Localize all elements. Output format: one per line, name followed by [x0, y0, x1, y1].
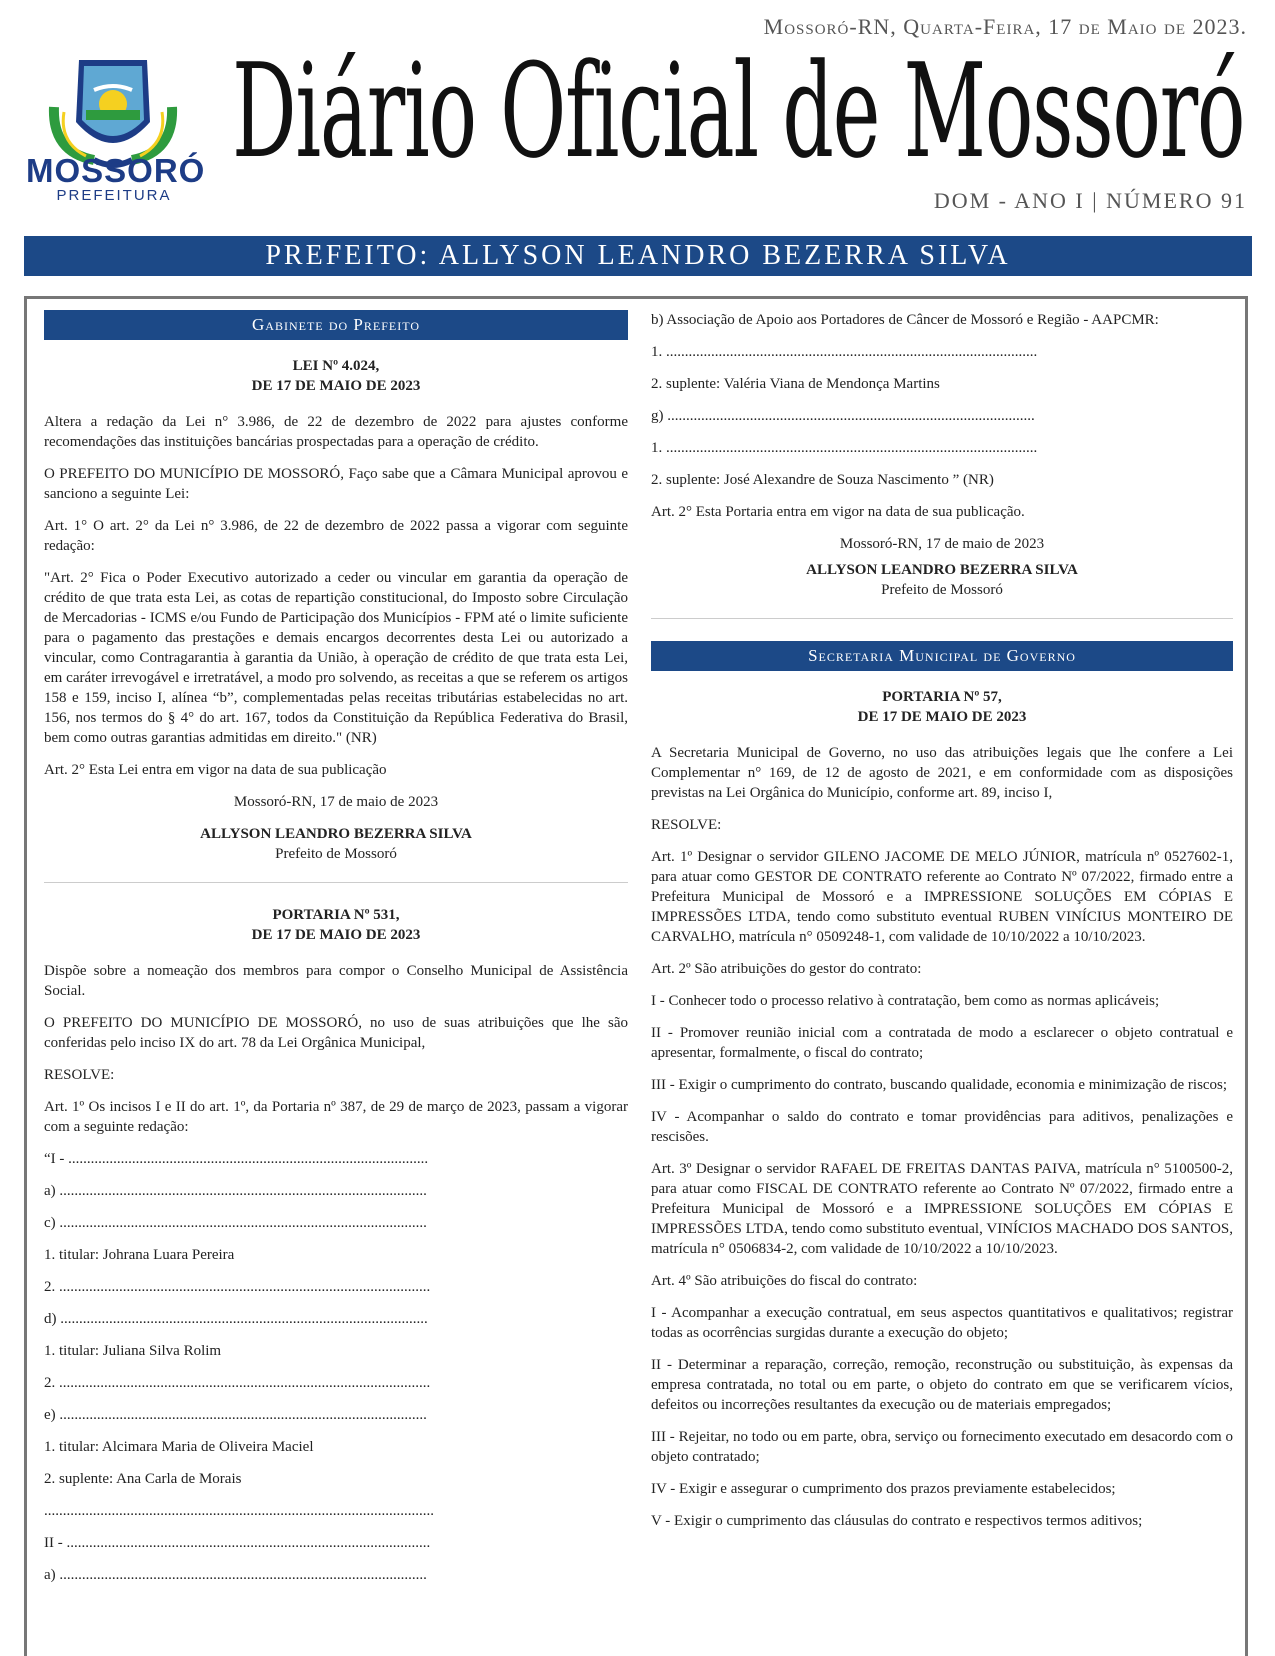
portaria-531-summary: Dispõe sobre a nomeação dos membros para compor o Conselho Municipal de Assistência Social. — [44, 963, 628, 999]
lei-art1: Art. 1° O art. 2° da Lei n° 3.986, de 22 de dezembro de 2022 passa a vigorar com seguinte redação: — [44, 518, 628, 554]
section-header-governo: Secretaria Municipal de Governo — [651, 641, 1233, 671]
list-item: II - ................................................................................................. — [44, 1535, 431, 1551]
list-item: d) .................................................................................................. — [44, 1311, 428, 1327]
portaria-57-number: PORTARIA Nº 57, — [882, 689, 1002, 705]
list-item: 1. titular: Juliana Silva Rolim — [44, 1343, 222, 1359]
list-item: 1. titular: Johrana Luara Pereira — [44, 1247, 235, 1263]
lei-signature-name: ALLYSON LEANDRO BEZERRA SILVA — [200, 826, 472, 842]
publication-date: Mossoró-RN, Quarta-Feira, 17 de Maio de 2023. — [763, 14, 1247, 39]
paragraph: I - Conhecer todo o processo relativo à contratação, bem como as normas aplicáveis; — [651, 993, 1160, 1009]
lei-summary: Altera a redação da Lei n° 3.986, de 22 de dezembro de 2022 para ajustes conforme recomendações das instituições bancárias prospectadas para a operação de crédito. — [44, 414, 628, 450]
list-item: 2. ................................................................................................... — [44, 1279, 431, 1295]
lei-preamble: O PREFEITO DO MUNICÍPIO DE MOSSORÓ, Faço sabe que a Câmara Municipal aprovou e sanciono a seguinte Lei: — [44, 466, 628, 502]
mayor-banner: PREFEITO: ALLYSON LEANDRO BEZERRA SILVA — [24, 236, 1252, 276]
portaria-531-number: PORTARIA Nº 531, — [272, 907, 400, 923]
portaria-57-date: DE 17 DE MAIO DE 2023 — [857, 709, 1027, 725]
list-item: 1. ................................................................................................... — [651, 344, 1038, 360]
portaria-531-art1: Art. 1º Os incisos I e II do art. 1º, da Portaria nº 387, de 29 de março de 2023, passam a vigorar com a seguinte redação: — [44, 1099, 628, 1135]
paragraph: Art. 3º Designar o servidor RAFAEL DE FREITAS DANTAS PAIVA, matrícula n° 5100500-2, para atuar como FISCAL DE CONTRATO referente ao Contrato Nº 07/2022, firmado entre a Prefeitura Municipal de Mossoró e a IMPRESSIONE SOLUÇÕES EM CÓPIAS E IMPRESSÕES LTDA, tendo como substituto eventual, VINÍCIOS MACHADO DOS SANTOS, matrícula n° 0506834-2, com validade de 10/10/2022 a 10/10/2023. — [651, 1161, 1233, 1257]
section-header-gabinete: Gabinete do Prefeito — [44, 310, 628, 340]
list-item: 2. suplente: Valéria Viana de Mendonça Martins — [651, 376, 940, 392]
portaria-531-place-date: Mossoró-RN, 17 de maio de 2023 — [839, 536, 1045, 552]
list-item: a) .................................................................................................. — [44, 1183, 427, 1199]
portaria-531-date: DE 17 DE MAIO DE 2023 — [251, 927, 421, 943]
paragraph: RESOLVE: — [651, 817, 722, 833]
right-column — [651, 310, 1233, 1543]
paragraph: IV - Acompanhar o saldo do contrato e tomar providências para aditivos, penalizações e rescisões. — [651, 1109, 1233, 1145]
lei-title-number: LEI Nº 4.024, — [292, 358, 380, 374]
list-item: b) Associação de Apoio aos Portadores de Câncer de Mossoró e Região - AAPCMR: — [651, 312, 1159, 328]
portaria-531-art2: Art. 2° Esta Portaria entra em vigor na data de sua publicação. — [651, 504, 1025, 520]
portaria-531-preamble: O PREFEITO DO MUNICÍPIO DE MOSSORÓ, no uso de suas atribuições que lhe são conferidas pelo inciso IX do art. 78 da Lei Orgânica Municipal, — [44, 1015, 628, 1051]
list-item: a) .................................................................................................. — [44, 1567, 427, 1583]
paragraph: III - Rejeitar, no todo ou em parte, obra, serviço ou fornecimento executado em desacordo com o objeto contratado; — [651, 1429, 1233, 1465]
logo-subtitle: PREFEITURA — [56, 187, 172, 204]
portaria-531-resolve: RESOLVE: — [44, 1067, 115, 1083]
paragraph: II - Determinar a reparação, correção, remoção, reconstrução ou substituição, às expensas da empresa contratada, no total ou em parte, o objeto do contrato em que se verificarem vícios, defeitos ou incorreções resultantes da execução ou de materiais empregados; — [651, 1357, 1233, 1413]
paragraph: Art. 2º São atribuições do gestor do contrato: — [651, 961, 922, 977]
portaria-531-title — [44, 905, 628, 945]
divider — [651, 618, 1233, 619]
paragraph: IV - Exigir e assegurar o cumprimento dos prazos previamente estabelecidos; — [651, 1481, 1116, 1497]
list-item: 2. suplente: José Alexandre de Souza Nascimento ” (NR) — [651, 472, 994, 488]
portaria-531-signature-name: ALLYSON LEANDRO BEZERRA SILVA — [806, 562, 1078, 578]
paragraph: III - Exigir o cumprimento do contrato, buscando qualidade, economia e minimização de riscos; — [651, 1077, 1228, 1093]
list-item: 2. suplente: Ana Carla de Morais — [44, 1471, 242, 1487]
logo-name: MOSSORÓ — [26, 152, 206, 189]
portaria-531-signature-role: Prefeito de Mossoró — [881, 582, 1003, 598]
left-column — [44, 310, 628, 1597]
lei-art2: Art. 2° Esta Lei entra em vigor na data de sua publicação — [44, 762, 387, 778]
list-item: “I - ................................................................................................ — [44, 1151, 429, 1167]
list-item: g) .................................................................................................. — [651, 408, 1035, 424]
lei-art2-quote: "Art. 2° Fica o Poder Executivo autorizado a ceder ou vincular em garantia da operação de crédito de que trata esta Lei, as cotas de repartição constitucional, do Imposto sobre Circulação de Mercadorias - ICMS e/ou Fundo de Participação dos Municípios - FPM até o limite suficiente para o pagamento das prestações e demais encargos decorrentes desta Lei ou autorizado a vincular, como Contragarantia à garantia da União, à operação de crédito de que trata esta Lei, em caráter irrevogável e irretratável, a modo pro solvendo, as receitas a que se referem os artigos 158 e 159, inciso I, alínea “b”, complementadas pelas receitas tributárias estabelecidas no art. 156, nos termos do § 4° do art. 167, todos da Constituição da República Federativa do Brasil, bem como outras garantias admitidas em direito." (NR) — [44, 570, 628, 746]
list-item: 1. titular: Alcimara Maria de Oliveira Maciel — [44, 1439, 314, 1455]
lei-place-date: Mossoró-RN, 17 de maio de 2023 — [233, 794, 439, 810]
list-item: 2. ................................................................................................... — [44, 1375, 431, 1391]
list-item: c) .................................................................................................. — [44, 1215, 427, 1231]
paragraph: V - Exigir o cumprimento das cláusulas do contrato e respectivos termos aditivos; — [651, 1513, 1143, 1529]
lei-signature-role: Prefeito de Mossoró — [275, 846, 397, 862]
lei-title-date: DE 17 DE MAIO DE 2023 — [251, 378, 421, 394]
lei-title — [44, 356, 628, 396]
paragraph: I - Acompanhar a execução contratual, em seus aspectos quantitativos e qualitativos; registrar todas as ocorrências surgidas durante a execução do objeto; — [651, 1305, 1233, 1341]
paragraph: Art. 4º São atribuições do fiscal do contrato: — [651, 1273, 918, 1289]
edition-number: DOM - ANO I | NÚMERO 91 — [933, 188, 1247, 213]
portaria-57-title — [651, 687, 1233, 727]
paragraph: II - Promover reunião inicial com a contratada de modo a esclarecer o objeto contratual e apresentar, formalmente, o fiscal do contrato; — [651, 1025, 1233, 1061]
paragraph: A Secretaria Municipal de Governo, no uso das atribuições legais que lhe confere a Lei Complementar n° 169, de 12 de agosto de 2021, e em conformidade com as disposições previstas na Lei Orgânica do Município, conforme art. 89, inciso I, — [651, 745, 1233, 801]
list-item: e) .................................................................................................. — [44, 1407, 427, 1423]
list-item: 1. ................................................................................................... — [651, 440, 1038, 456]
list-item: ........................................................................................................ — [44, 1503, 434, 1519]
paragraph: Art. 1º Designar o servidor GILENO JACOME DE MELO JÚNIOR, matrícula nº 0527602-1, para atuar como GESTOR DE CONTRATO referente ao Contrato Nº 07/2022, firmado entre a Prefeitura Municipal de Mossoró e a IMPRESSIONE SOLUÇÕES EM CÓPIAS E IMPRESSÕES LTDA, tendo como substituto eventual RUBEN VINÍCIUS MONTEIRO DE CARVALHO, matrícula n° 0509248-1, com validade de 10/10/2022 a 10/10/2023. — [651, 849, 1233, 945]
divider — [44, 882, 628, 883]
masthead-title: Diário Oficial de Mossoró — [232, 35, 1245, 187]
